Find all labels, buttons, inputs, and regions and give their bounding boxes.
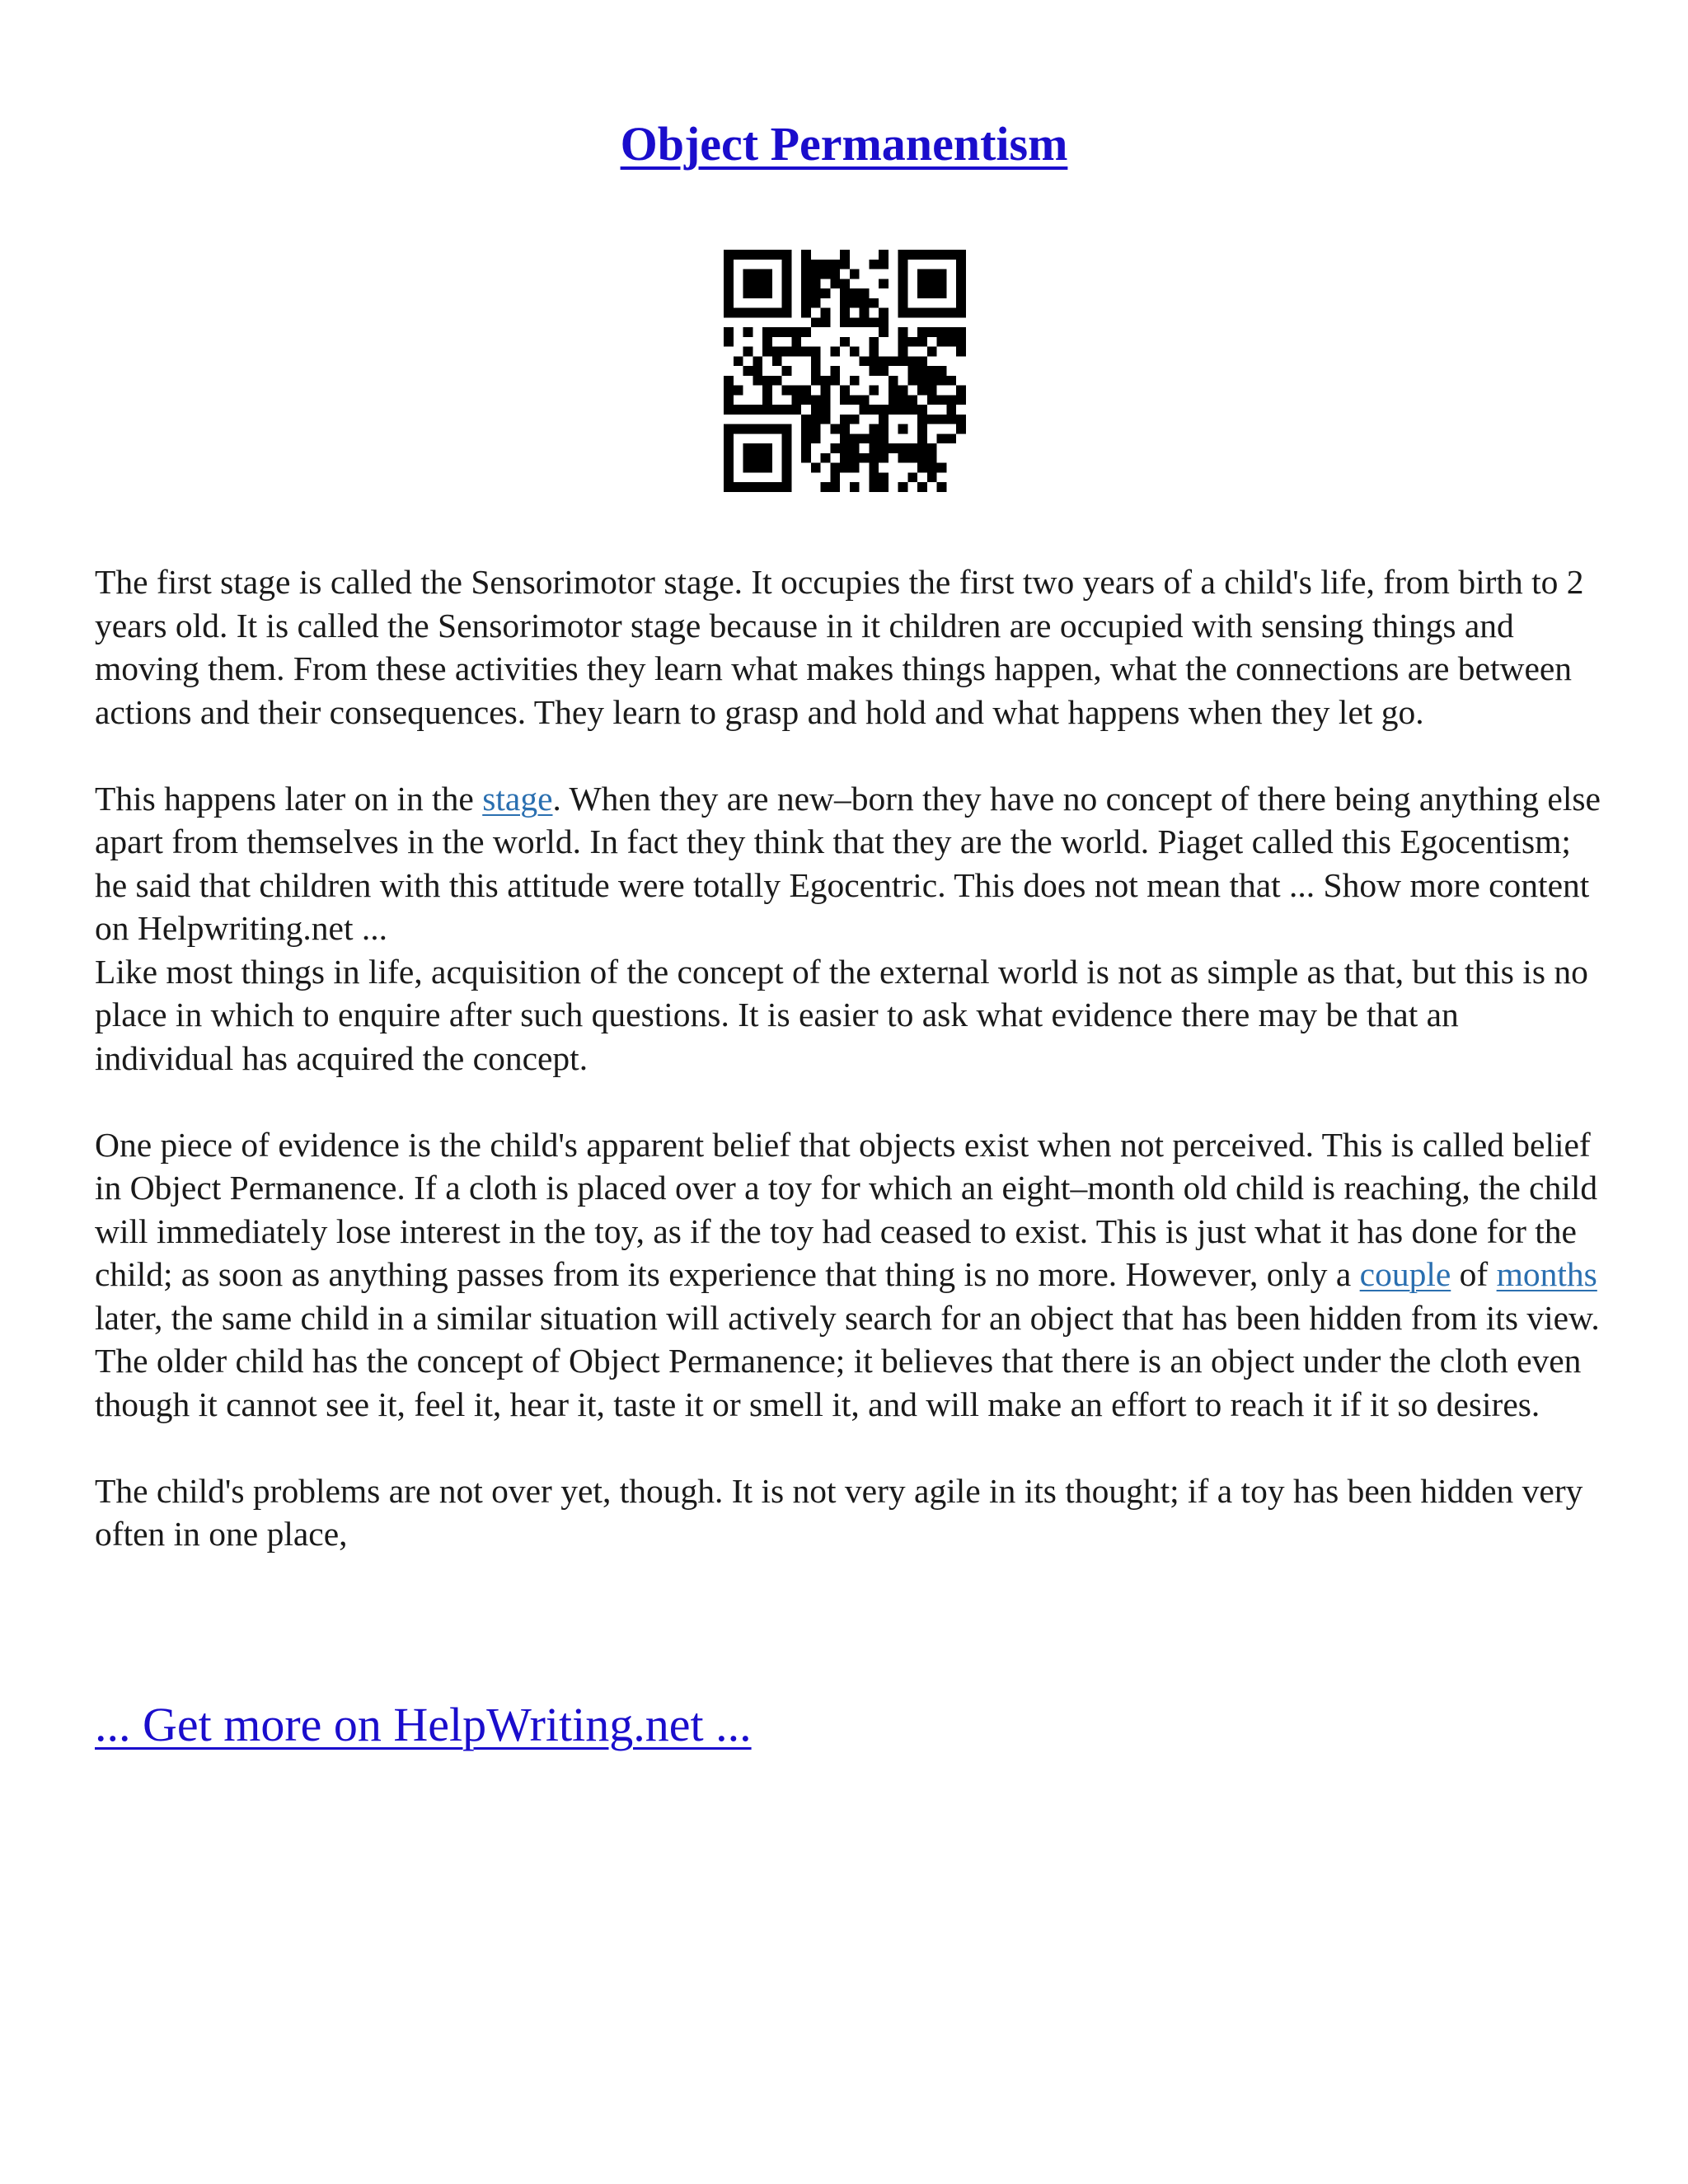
- paragraph-2: This happens later on in the stage. When they are new–born they have no concept of there being anything else apart from themselves in the world. In fact they think that they are the world. Piaget called this Egocentism; he said that children with this attitude were totally Egocentric. This does not mean that ... Show more content on Helpwriting.net ...: [95, 779, 1601, 947]
- paragraph-4: One piece of evidence is the child's apparent belief that objects exist when not perceived. This is called belief in Object Permanence. If a cloth is placed over a toy for which an eight–month old child is reaching, the child will immediately lose interest in the toy, as if the toy had ceased to exist. This is just what it has done for the child; as soon as anything passes from its experience that thing is no more. However, only a couple of months later, the same child in a similar situation will actively search for an object that has been hidden from its view. The older child has the concept of Object Permanence; it believes that there is an object under the cloth even though it cannot see it, feel it, hear it, taste it or smell it, and will make an effort to reach it if it so desires.: [95, 1125, 1600, 1423]
- paragraph-5: The child's problems are not over yet, though. It is not very agile in its thought; if a toy has been hidden very often in one place,: [95, 1471, 1583, 1553]
- couple-link[interactable]: couple: [1359, 1255, 1451, 1293]
- title-link[interactable]: Object Permanentism: [620, 117, 1068, 171]
- months-link[interactable]: months: [1496, 1255, 1597, 1293]
- stage-link[interactable]: stage: [482, 779, 553, 818]
- paragraph-1: The first stage is called the Sensorimotor stage. It occupies the first two years of a child's life, from birth to 2 years old. It is called the Sensorimotor stage because in it children are occupied with sensing things and moving them. From these activities they learn what makes things happen, what the connections are between actions and their consequences. They learn to grasp and hold and what happens when they let go.: [95, 563, 1584, 731]
- get-more-link[interactable]: ... Get more on HelpWriting.net ...: [95, 1698, 752, 1751]
- qr-code-icon: [724, 250, 966, 492]
- get-more-container: [95, 1696, 752, 1754]
- paragraph-3: Like most things in life, acquisition of the concept of the external world is not as simple as that, but this is no place in which to enquire after such questions. It is easier to ask what evidence there may be that an individual has acquired the concept.: [95, 952, 1588, 1077]
- page-title: [0, 115, 1688, 173]
- article-body: [95, 560, 1603, 1556]
